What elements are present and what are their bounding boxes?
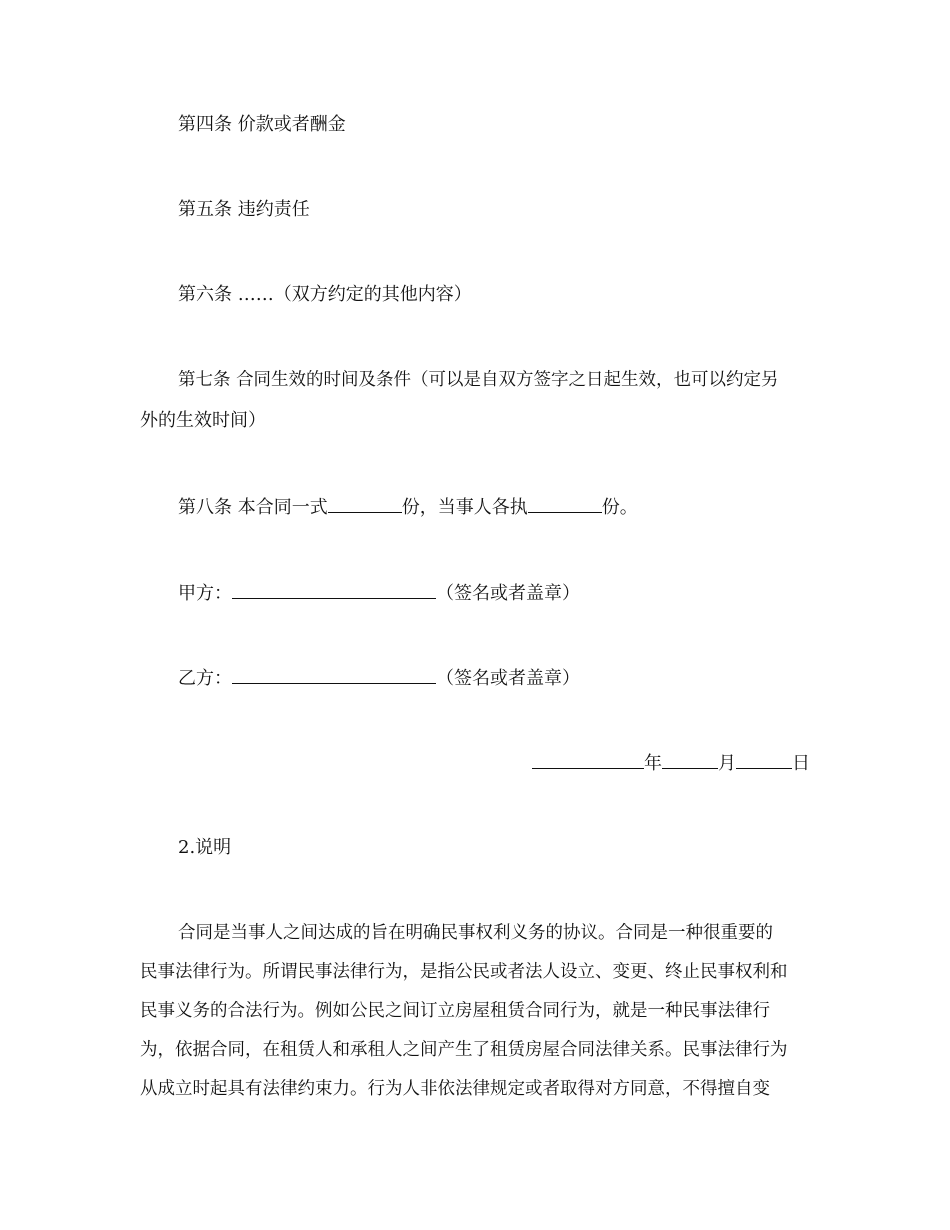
date-line — [140, 750, 810, 776]
party-b-signature-blank[interactable] — [232, 665, 436, 684]
clause-8-mid: 份，当事人各执 — [401, 497, 528, 518]
paragraph-line: 从成立时起具有法律约束力。行为人非依法律规定或者取得对方同意，不得擅自变 — [140, 1079, 770, 1099]
party-a-signature-blank[interactable] — [232, 580, 436, 599]
clause-8 — [140, 494, 848, 520]
copies-total-blank[interactable] — [328, 494, 402, 513]
paragraph-line: 民事法律行为。所谓民事法律行为，是指公民或者法人设立、变更、终止民事权利和 — [140, 962, 788, 982]
clause-6: 第六条 ……（双方约定的其他内容） — [178, 284, 472, 305]
clause-8-prefix: 第八条 本合同一式 — [178, 497, 328, 518]
party-b-sign-note: （签名或者盖章） — [436, 668, 580, 689]
day-label: 日 — [792, 753, 810, 774]
year-label: 年 — [644, 753, 662, 774]
month-blank[interactable] — [662, 750, 718, 769]
party-a-label: 甲方： — [178, 583, 232, 604]
year-blank[interactable] — [532, 750, 644, 769]
explanation-paragraph — [140, 914, 810, 1109]
party-a-signature — [140, 580, 848, 606]
paragraph-line: 合同是当事人之间达成的旨在明确民事权利义务的协议。合同是一种很重要的 — [178, 923, 773, 943]
party-a-sign-note: （签名或者盖章） — [436, 583, 580, 604]
paragraph-line: 民事义务的合法行为。例如公民之间订立房屋租赁合同行为，就是一种民事法律行 — [140, 1001, 770, 1021]
section-heading: 2.说明 — [178, 837, 232, 858]
clause-5: 第五条 违约责任 — [178, 199, 310, 220]
copies-each-blank[interactable] — [528, 494, 602, 513]
clause-7-line-1: 第七条 合同生效的时间及条件（可以是自双方签字之日起生效，也可以约定另 — [178, 370, 779, 390]
clause-7-line-2: 外的生效时间） — [140, 410, 266, 431]
clause-4: 第四条 价款或者酬金 — [178, 114, 346, 135]
party-b-label: 乙方： — [178, 668, 232, 689]
party-b-signature — [140, 665, 848, 691]
day-blank[interactable] — [736, 750, 792, 769]
paragraph-line: 为，依据合同，在租赁人和承租人之间产生了租赁房屋合同法律关系。民事法律行为 — [140, 1040, 788, 1060]
clause-8-suffix: 份。 — [601, 497, 638, 518]
month-label: 月 — [718, 753, 736, 774]
